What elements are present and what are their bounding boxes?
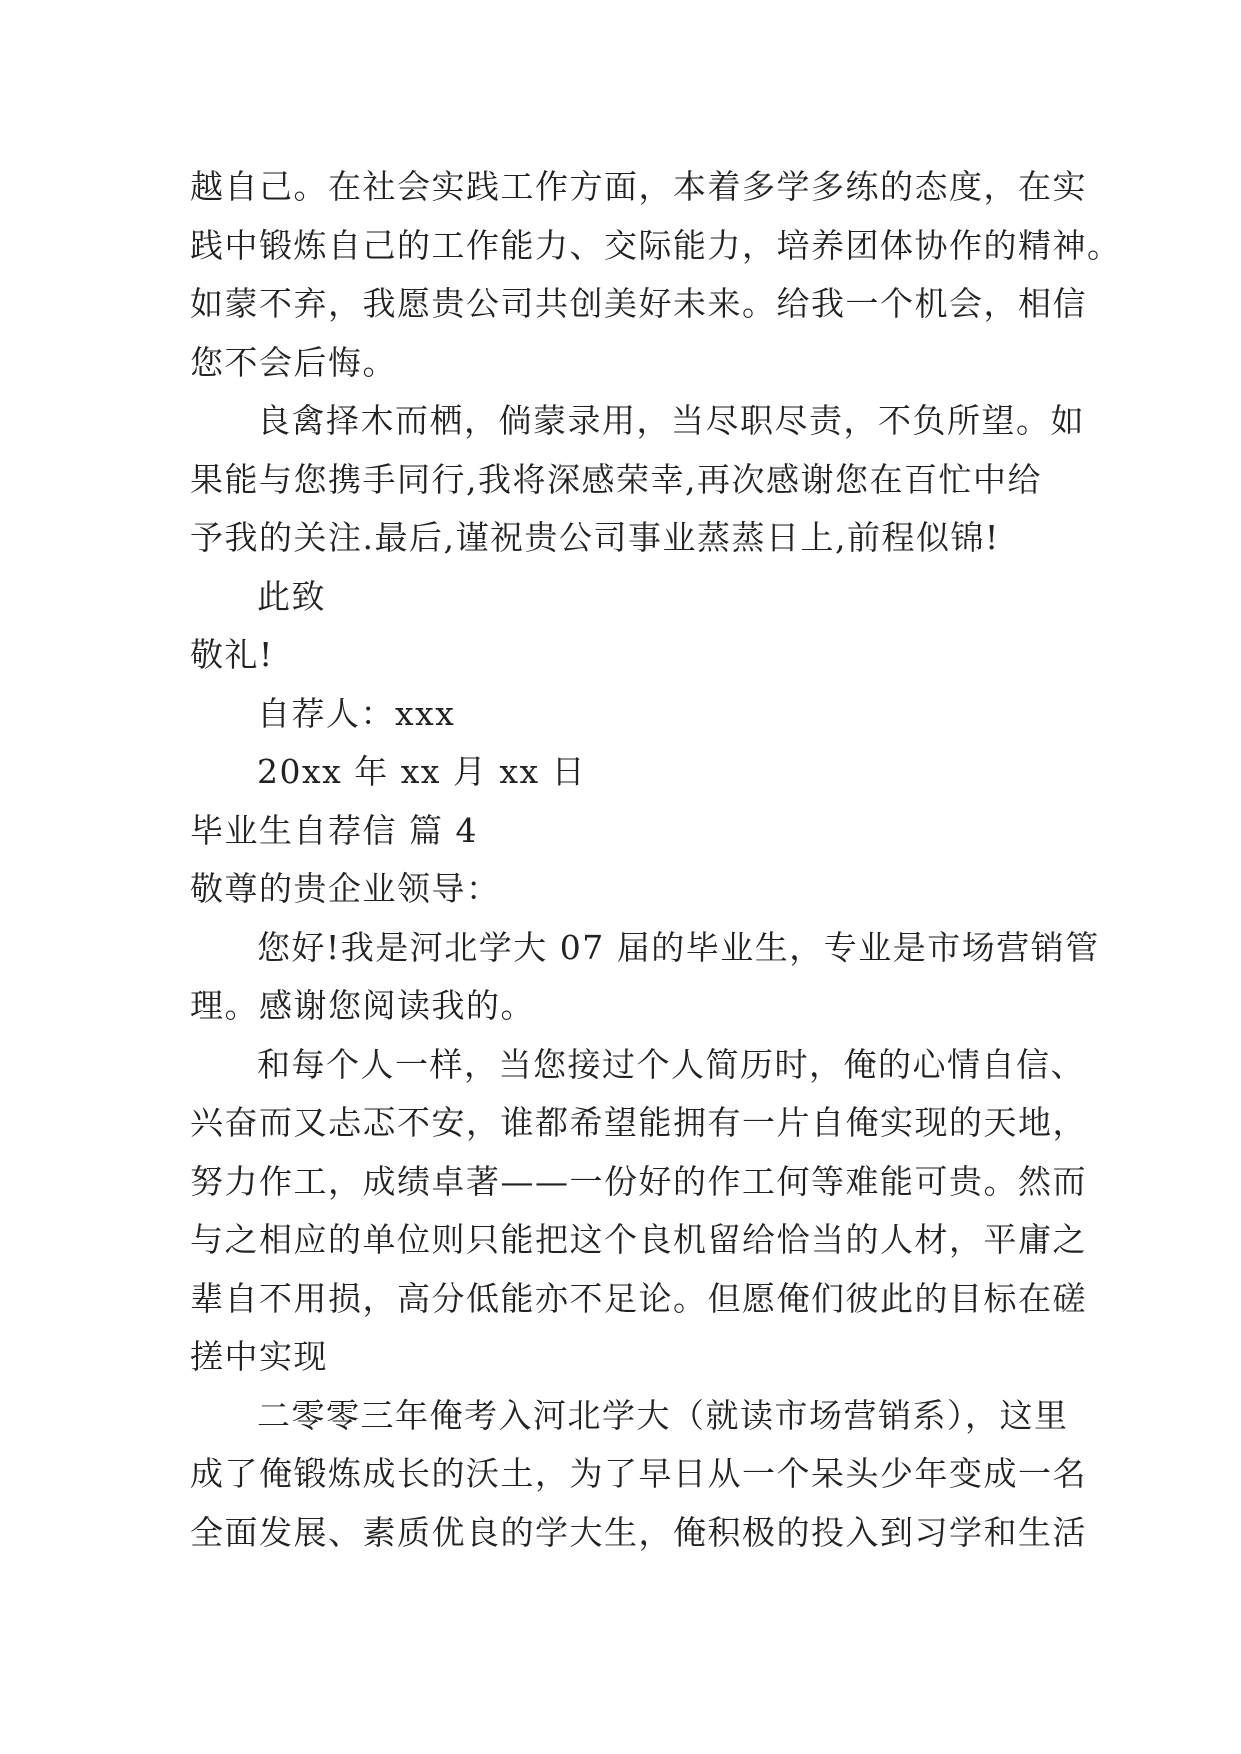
text-line: 践中锻炼自己的工作能力、交际能力，培养团体协作的精神。 <box>190 225 1122 265</box>
text-line: 理。感谢您阅读我的。 <box>190 986 535 1025</box>
text-line: 20xx 年 xx 月 xx 日 <box>257 752 587 791</box>
text-line: 辈自不用损，高分低能亦不足论。但愿俺们彼此的目标在磋 <box>190 1278 1087 1318</box>
text-line: 您好!我是河北学大 07 届的毕业生，专业是市场营销管 <box>257 927 1100 967</box>
text-line: 全面发展、素质优良的学大生，俺积极的投入到习学和生活 <box>190 1512 1087 1552</box>
text-line: 和每个人一样，当您接过个人简历时，俺的心情自信、 <box>257 1044 1085 1084</box>
text-line: 越自己。在社会实践工作方面，本着多学多练的态度，在实 <box>190 167 1087 206</box>
text-line: 搓中实现 <box>190 1337 328 1376</box>
text-line: 敬礼! <box>190 635 274 674</box>
text-line: 予我的关注.最后,谨祝贵公司事业蒸蒸日上,前程似锦! <box>190 518 1000 557</box>
text-line: 兴奋而又忐忑不安，谁都希望能拥有一片自俺实现的天地， <box>190 1103 1087 1142</box>
text-line: 您不会后悔。 <box>190 342 397 382</box>
text-line: 果能与您携手同行,我将深感荣幸,再次感谢您在百忙中给 <box>190 459 1042 499</box>
text-line: 与之相应的单位则只能把这个良机留给恰当的人材，平庸之 <box>190 1220 1087 1259</box>
text-line: 二零零三年俺考入河北学大（就读市场营销系），这里 <box>257 1395 1069 1435</box>
text-line: 自荐人：xxx <box>257 693 456 733</box>
text-line: 成了俺锻炼成长的沃土，为了早日从一个呆头少年变成一名 <box>190 1454 1087 1493</box>
text-line: 如蒙不弃，我愿贵公司共创美好未来。给我一个机会，相信 <box>190 284 1087 323</box>
text-line: 此致 <box>257 576 326 616</box>
text-line: 敬尊的贵企业领导： <box>190 869 501 908</box>
document-body <box>190 158 1122 1562</box>
text-line: 毕业生自荐信 篇 4 <box>190 810 478 850</box>
text-line: 良禽择木而栖，倘蒙录用，当尽职尽责，不负所望。如 <box>257 401 1085 440</box>
text-line: 努力作工，成绩卓著——一份好的作工何等难能可贵。然而 <box>190 1161 1087 1201</box>
